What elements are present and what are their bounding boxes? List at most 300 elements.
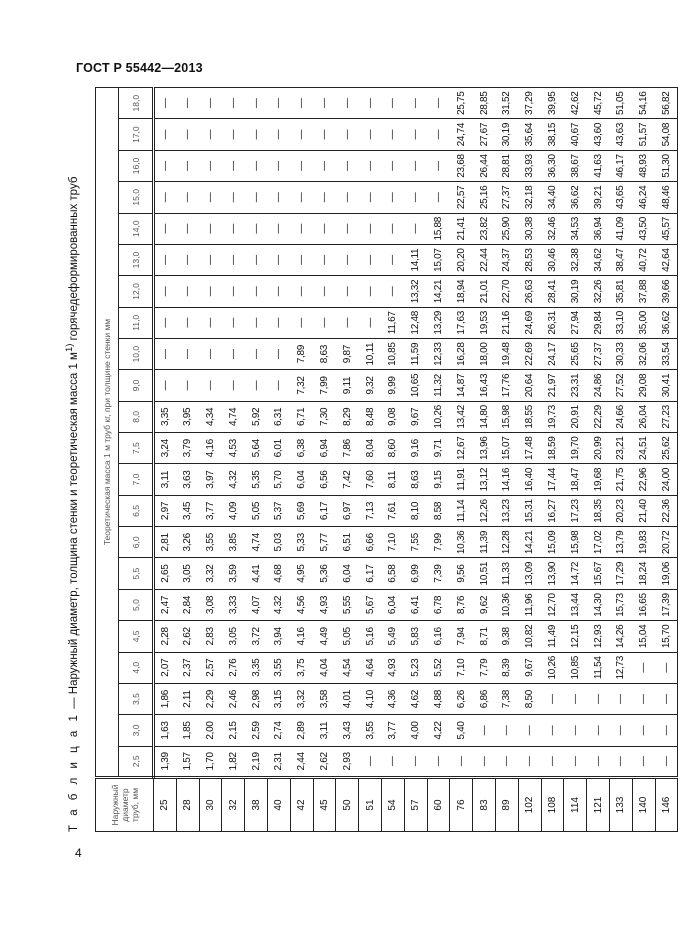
mass-cell: 3,15 (267, 683, 290, 714)
mass-cell: 2,46 (222, 683, 245, 714)
mass-cell: 6,97 (336, 495, 359, 526)
mass-cell: 7,30 (313, 401, 336, 432)
mass-cell: — (359, 182, 382, 213)
mass-cell: 3,35 (245, 652, 268, 683)
mass-cell: 9,87 (336, 338, 359, 369)
mass-cell: 22,36 (655, 495, 678, 526)
mass-cell: — (176, 88, 199, 119)
mass-cell: — (518, 715, 541, 746)
mass-cell: — (267, 338, 290, 369)
mass-cell: — (359, 88, 382, 119)
mass-cell: 10,85 (564, 652, 587, 683)
diameter-cell: 133 (609, 778, 632, 832)
mass-cell: 51,30 (655, 150, 678, 181)
mass-cell: 6,04 (381, 589, 404, 620)
mass-cell: 14,21 (518, 527, 541, 558)
mass-cell: 11,49 (541, 621, 564, 652)
mass-cell: 15,07 (427, 244, 450, 275)
mass-cell: 5,35 (245, 464, 268, 495)
diameter-cell: 89 (495, 778, 518, 832)
mass-cell: — (473, 746, 496, 777)
thickness-header-row (119, 88, 154, 832)
mass-cell: 8,58 (427, 495, 450, 526)
mass-cell: 22,70 (495, 276, 518, 307)
diameter-cell: 54 (381, 778, 404, 832)
mass-cell: 7,39 (427, 558, 450, 589)
mass-cell: — (541, 746, 564, 777)
mass-cell: 15,98 (495, 401, 518, 432)
mass-cell: 6,58 (381, 558, 404, 589)
mass-cell: — (313, 182, 336, 213)
mass-cell: 15,67 (587, 558, 610, 589)
mass-cell: — (473, 715, 496, 746)
mass-cell: — (359, 746, 382, 777)
mass-cell: — (404, 119, 427, 150)
mass-cell: 4,32 (222, 464, 245, 495)
mass-cell: — (290, 182, 313, 213)
mass-cell: — (655, 746, 678, 777)
mass-cell: 11,67 (381, 307, 404, 338)
table-row (245, 88, 268, 832)
mass-cell: 9,16 (404, 433, 427, 464)
thickness-header: 7,0 (119, 464, 154, 495)
mass-cell: 4,95 (290, 558, 313, 589)
mass-cell: 15,73 (609, 589, 632, 620)
mass-cell: 2,28 (154, 621, 177, 652)
mass-cell: 12,33 (427, 338, 450, 369)
mass-cell: 6,17 (359, 558, 382, 589)
table-body (154, 88, 678, 832)
mass-cell: 33,10 (609, 307, 632, 338)
mass-cell: — (381, 213, 404, 244)
thickness-header: 3,0 (119, 715, 154, 746)
mass-cell: — (267, 119, 290, 150)
mass-cell: 6,04 (290, 464, 313, 495)
mass-cell: 7,99 (313, 370, 336, 401)
mass-cell: 6,66 (359, 527, 382, 558)
mass-cell: 32,26 (587, 276, 610, 307)
mass-cell: 11,32 (427, 370, 450, 401)
rotated-table-container (58, 72, 672, 832)
mass-cell: 16,65 (632, 589, 655, 620)
mass-cell: 5,05 (245, 495, 268, 526)
mass-cell: 10,85 (381, 338, 404, 369)
mass-cell: — (564, 715, 587, 746)
mass-cell: 24,66 (609, 401, 632, 432)
mass-cell: 14,16 (495, 464, 518, 495)
mass-cell: 5,37 (267, 495, 290, 526)
mass-cell: 4,10 (359, 683, 382, 714)
mass-cell: 11,54 (587, 652, 610, 683)
mass-cell: — (290, 276, 313, 307)
mass-cell: 10,36 (450, 527, 473, 558)
mass-cell: 19,06 (655, 558, 678, 589)
mass-cell: 41,09 (609, 213, 632, 244)
mass-cell: — (313, 150, 336, 181)
mass-cell: — (450, 746, 473, 777)
mass-cell: 13,12 (473, 464, 496, 495)
mass-cell: — (176, 119, 199, 150)
mass-cell: 43,63 (609, 119, 632, 150)
mass-cell: — (154, 150, 177, 181)
mass-cell: — (587, 683, 610, 714)
table-row (609, 88, 632, 832)
thickness-header: 12,0 (119, 276, 154, 307)
mass-cell: — (495, 746, 518, 777)
mass-cell: 5,70 (267, 464, 290, 495)
mass-cell: — (154, 182, 177, 213)
mass-cell: 6,04 (336, 558, 359, 589)
mass-cell: — (222, 307, 245, 338)
mass-cell: — (245, 213, 268, 244)
mass-cell: 3,08 (199, 589, 222, 620)
mass-cell: 23,21 (609, 433, 632, 464)
mass-cell: — (404, 746, 427, 777)
mass-cell: — (313, 213, 336, 244)
table-row (290, 88, 313, 832)
mass-cell: 19,48 (495, 338, 518, 369)
mass-cell: 26,04 (632, 401, 655, 432)
mass-cell: — (290, 244, 313, 275)
mass-cell: 3,75 (290, 652, 313, 683)
mass-cell: 1,82 (222, 746, 245, 777)
diameter-cell: 140 (632, 778, 655, 832)
mass-cell: 4,04 (313, 652, 336, 683)
mass-cell: — (381, 119, 404, 150)
mass-cell: — (245, 150, 268, 181)
mass-cell: 46,17 (609, 150, 632, 181)
mass-cell: 3,95 (176, 401, 199, 432)
mass-cell: 30,19 (495, 119, 518, 150)
table-row (199, 88, 222, 832)
mass-cell: 43,60 (587, 119, 610, 150)
mass-cell: 31,52 (495, 88, 518, 119)
mass-cell: 10,36 (495, 589, 518, 620)
mass-cell: 5,83 (404, 621, 427, 652)
mass-cell: 45,57 (655, 213, 678, 244)
mass-cell: 8,48 (359, 401, 382, 432)
mass-cell: 39,21 (587, 182, 610, 213)
mass-cell: 1,39 (154, 746, 177, 777)
mass-cell: 30,38 (518, 213, 541, 244)
mass-cell: — (609, 683, 632, 714)
table-row (313, 88, 336, 832)
mass-cell: — (564, 746, 587, 777)
mass-cell: 9,11 (336, 370, 359, 401)
mass-cell: 21,75 (609, 464, 632, 495)
diameter-cell: 45 (313, 778, 336, 832)
mass-cell: 23,31 (564, 370, 587, 401)
mass-cell: 34,53 (564, 213, 587, 244)
mass-cell: 45,72 (587, 88, 610, 119)
mass-cell: 13,29 (427, 307, 450, 338)
mass-cell: — (404, 213, 427, 244)
mass-cell: 20,72 (655, 527, 678, 558)
mass-cell: 1,70 (199, 746, 222, 777)
mass-cell: — (290, 88, 313, 119)
mass-cell: 27,37 (495, 182, 518, 213)
mass-cell: 28,41 (541, 276, 564, 307)
mass-cell: 9,62 (473, 589, 496, 620)
mass-cell: — (495, 715, 518, 746)
mass-cell: 2,97 (154, 495, 177, 526)
mass-cell: — (199, 119, 222, 150)
mass-cell: 15,98 (564, 527, 587, 558)
mass-cell: 7,89 (290, 338, 313, 369)
mass-cell: 29,08 (632, 370, 655, 401)
mass-cell: — (381, 746, 404, 777)
mass-cell: 9,99 (381, 370, 404, 401)
mass-cell: — (655, 715, 678, 746)
mass-cell: 11,59 (404, 338, 427, 369)
mass-cell: 19,68 (587, 464, 610, 495)
mass-cell: — (245, 338, 268, 369)
mass-cell: 4,41 (245, 558, 268, 589)
mass-cell: 22,44 (473, 244, 496, 275)
mass-cell: 29,84 (587, 307, 610, 338)
mass-cell: 7,13 (359, 495, 382, 526)
mass-cell: 7,42 (336, 464, 359, 495)
mass-cell: 8,63 (313, 338, 336, 369)
mass-cell: — (245, 370, 268, 401)
pipe-mass-table (95, 87, 678, 832)
mass-cell: 15,09 (541, 527, 564, 558)
thickness-header: 13,0 (119, 244, 154, 275)
diameter-cell: 30 (199, 778, 222, 832)
mass-cell: — (176, 276, 199, 307)
mass-group-header: Теоретическая масса 1 м труб кг, при толщине стенки мм (96, 88, 119, 778)
thickness-header: 4,5 (119, 621, 154, 652)
mass-cell: 4,93 (381, 652, 404, 683)
mass-cell: — (564, 683, 587, 714)
mass-cell: 7,55 (404, 527, 427, 558)
mass-cell: — (290, 150, 313, 181)
document-header: ГОСТ Р 55442—2013 (76, 61, 203, 75)
mass-cell: 2,93 (336, 746, 359, 777)
mass-cell: — (427, 150, 450, 181)
mass-cell: — (267, 276, 290, 307)
mass-cell: — (176, 182, 199, 213)
mass-cell: 32,18 (518, 182, 541, 213)
mass-cell: 4,36 (381, 683, 404, 714)
mass-cell: 39,95 (541, 88, 564, 119)
mass-cell: — (290, 213, 313, 244)
mass-cell: 25,75 (450, 88, 473, 119)
mass-cell: 5,67 (359, 589, 382, 620)
mass-cell: 25,62 (655, 433, 678, 464)
mass-cell: — (176, 213, 199, 244)
mass-cell: — (518, 746, 541, 777)
mass-cell: — (313, 244, 336, 275)
diameter-cell: 50 (336, 778, 359, 832)
mass-cell: 2,89 (290, 715, 313, 746)
mass-cell: 36,62 (564, 182, 587, 213)
mass-cell: 28,53 (518, 244, 541, 275)
mass-cell: 17,63 (450, 307, 473, 338)
mass-cell: 21,97 (541, 370, 564, 401)
mass-cell: 3,33 (222, 589, 245, 620)
mass-cell: 2,62 (313, 746, 336, 777)
mass-cell: — (313, 276, 336, 307)
mass-cell: 5,49 (381, 621, 404, 652)
mass-cell: 30,41 (655, 370, 678, 401)
mass-cell: — (267, 182, 290, 213)
mass-cell: 18,24 (632, 558, 655, 589)
mass-cell: 17,76 (495, 370, 518, 401)
mass-cell: 17,48 (518, 433, 541, 464)
mass-cell: 26,31 (541, 307, 564, 338)
mass-cell: 4,22 (427, 715, 450, 746)
mass-cell: 26,63 (518, 276, 541, 307)
mass-cell: — (541, 683, 564, 714)
mass-cell: 7,10 (450, 652, 473, 683)
mass-cell: 4,64 (359, 652, 382, 683)
mass-cell: — (290, 119, 313, 150)
mass-cell: 6,17 (313, 495, 336, 526)
table-row (381, 88, 404, 832)
mass-cell: — (336, 307, 359, 338)
mass-cell: 27,23 (655, 401, 678, 432)
table-row (450, 88, 473, 832)
mass-cell: — (154, 119, 177, 150)
mass-cell: 46,24 (632, 182, 655, 213)
table-row (427, 88, 450, 832)
mass-cell: 10,51 (473, 558, 496, 589)
mass-cell: 4,93 (313, 589, 336, 620)
mass-cell: — (541, 715, 564, 746)
mass-cell: 8,04 (359, 433, 382, 464)
thickness-header: 5,5 (119, 558, 154, 589)
mass-cell: — (222, 370, 245, 401)
mass-cell: — (222, 119, 245, 150)
mass-cell: 9,71 (427, 433, 450, 464)
table-caption-footnote-mark: 1) (64, 343, 75, 353)
mass-cell: 2,11 (176, 683, 199, 714)
thickness-header: 14,0 (119, 213, 154, 244)
mass-cell: 13,32 (404, 276, 427, 307)
mass-cell: 3,97 (199, 464, 222, 495)
mass-cell: 2,19 (245, 746, 268, 777)
mass-cell: 13,79 (609, 527, 632, 558)
table-row (404, 88, 427, 832)
mass-cell: — (199, 244, 222, 275)
mass-cell: 3,85 (222, 527, 245, 558)
mass-cell: 8,11 (381, 464, 404, 495)
mass-cell: 36,62 (655, 307, 678, 338)
mass-cell: 9,08 (381, 401, 404, 432)
mass-cell: 2,65 (154, 558, 177, 589)
mass-cell: 4,16 (290, 621, 313, 652)
mass-cell: 7,60 (359, 464, 382, 495)
diameter-cell: 146 (655, 778, 678, 832)
mass-cell: 8,60 (381, 433, 404, 464)
mass-cell: 2,07 (154, 652, 177, 683)
mass-cell: 3,45 (176, 495, 199, 526)
mass-cell: — (245, 307, 268, 338)
mass-cell: — (427, 119, 450, 150)
mass-cell: 3,32 (199, 558, 222, 589)
mass-cell: 24,17 (541, 338, 564, 369)
mass-cell: 37,88 (632, 276, 655, 307)
mass-cell: 5,05 (336, 621, 359, 652)
mass-cell: 8,29 (336, 401, 359, 432)
mass-cell: 25,90 (495, 213, 518, 244)
mass-cell: 20,20 (450, 244, 473, 275)
mass-cell: 4,09 (222, 495, 245, 526)
mass-cell: 25,65 (564, 338, 587, 369)
mass-cell: 5,69 (290, 495, 313, 526)
mass-cell: — (245, 88, 268, 119)
table-row (473, 88, 496, 832)
mass-cell: 21,41 (450, 213, 473, 244)
thickness-header: 4,0 (119, 652, 154, 683)
mass-cell: 8,39 (495, 652, 518, 683)
mass-cell: 27,52 (609, 370, 632, 401)
mass-cell: — (336, 150, 359, 181)
mass-cell: 13,90 (541, 558, 564, 589)
mass-cell: 22,57 (450, 182, 473, 213)
mass-cell: — (359, 307, 382, 338)
mass-cell: 24,00 (655, 464, 678, 495)
mass-cell: — (267, 88, 290, 119)
mass-cell: — (176, 338, 199, 369)
mass-cell: 10,26 (541, 652, 564, 683)
mass-cell: 5,33 (290, 527, 313, 558)
mass-cell: 4,54 (336, 652, 359, 683)
mass-cell: — (199, 88, 222, 119)
table-row (564, 88, 587, 832)
mass-cell: 2,00 (199, 715, 222, 746)
mass-cell: — (154, 276, 177, 307)
mass-cell: 28,81 (495, 150, 518, 181)
mass-cell: 11,14 (450, 495, 473, 526)
mass-cell: 9,38 (495, 621, 518, 652)
mass-cell: — (381, 276, 404, 307)
mass-cell: 17,29 (609, 558, 632, 589)
mass-cell: 3,26 (176, 527, 199, 558)
mass-cell: — (199, 276, 222, 307)
mass-cell: 3,55 (359, 715, 382, 746)
mass-cell: 22,96 (632, 464, 655, 495)
thickness-header: 6,5 (119, 495, 154, 526)
mass-cell: 27,37 (587, 338, 610, 369)
mass-cell: — (359, 244, 382, 275)
mass-cell: 11,33 (495, 558, 518, 589)
mass-cell: 19,70 (564, 433, 587, 464)
mass-cell: — (404, 182, 427, 213)
mass-cell: 1,63 (154, 715, 177, 746)
table-row (518, 88, 541, 832)
mass-cell: 51,57 (632, 119, 655, 150)
mass-cell: 13,96 (473, 433, 496, 464)
mass-cell: 13,23 (495, 495, 518, 526)
thickness-header: 7,5 (119, 433, 154, 464)
mass-cell: 41,63 (587, 150, 610, 181)
mass-cell: — (381, 182, 404, 213)
mass-cell: — (587, 715, 610, 746)
mass-cell: 2,44 (290, 746, 313, 777)
mass-cell: — (632, 715, 655, 746)
mass-cell: 7,79 (473, 652, 496, 683)
mass-cell: 5,52 (427, 652, 450, 683)
mass-cell: — (222, 213, 245, 244)
mass-cell: — (222, 244, 245, 275)
mass-cell: 18,59 (541, 433, 564, 464)
mass-cell: — (176, 244, 199, 275)
mass-cell: — (359, 276, 382, 307)
mass-cell: 3,11 (154, 464, 177, 495)
mass-cell: 10,82 (518, 621, 541, 652)
